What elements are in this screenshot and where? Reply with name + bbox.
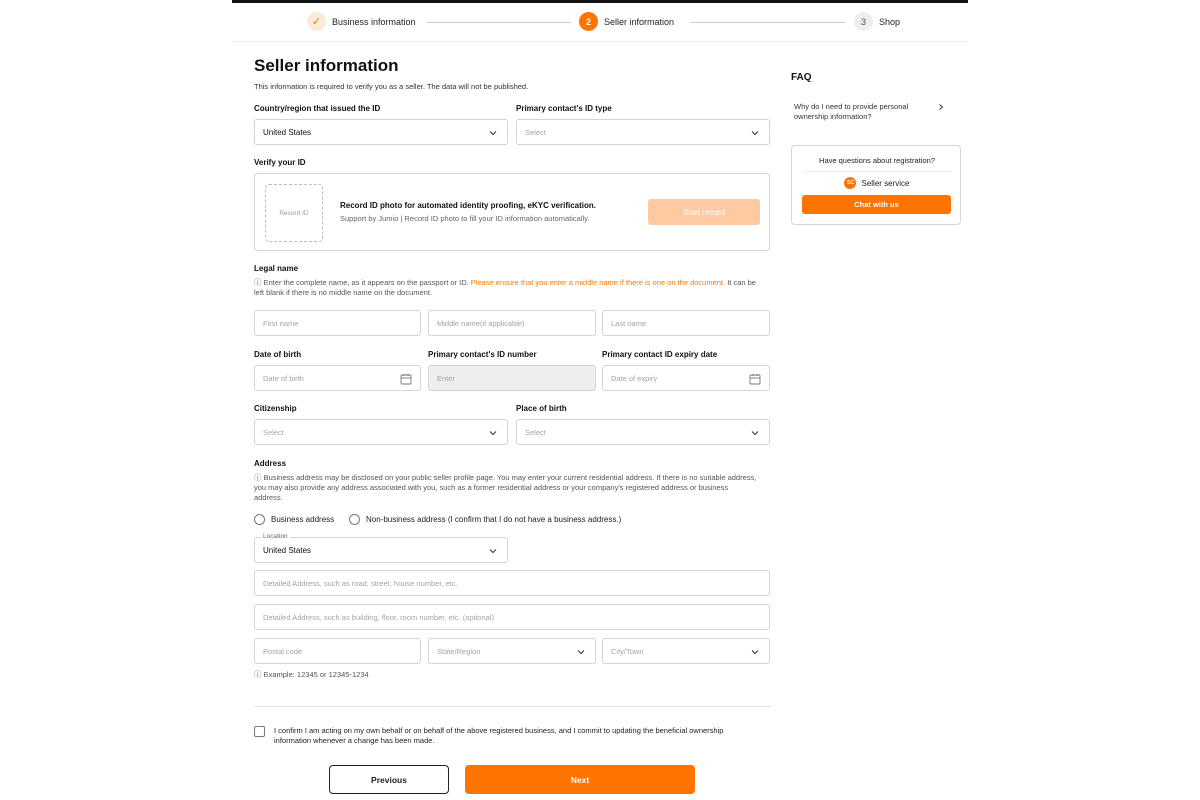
city-select[interactable] [602,638,770,664]
divider [802,171,952,172]
chevron-down-icon [750,428,760,438]
last-name-placeholder: Last name [611,318,647,328]
address-line2-input[interactable] [254,604,770,630]
help-card [791,145,961,225]
id-number-label: Primary contact's ID number [428,350,537,359]
birthplace-placeholder: Select [525,427,546,437]
legal-name-hint [254,278,759,298]
id-type-placeholder: Select [525,127,546,137]
country-select[interactable] [254,119,508,145]
chevron-down-icon [488,128,498,138]
expiry-placeholder: Date of expiry [611,373,658,383]
previous-button[interactable]: Previous [329,765,449,794]
next-button[interactable]: Next [465,765,695,794]
calendar-icon [749,373,761,385]
start-record-button[interactable]: Start record [648,199,760,225]
seller-service [792,177,962,189]
chevron-right-icon [937,103,945,111]
chevron-down-icon [576,647,586,657]
verify-subtitle: Support by Jumio | Record ID photo to fill your ID information automatically. [340,214,590,223]
citizenship-select[interactable] [254,419,508,445]
chat-with-us-button[interactable]: Chat with us [802,195,951,214]
location-select[interactable] [254,533,508,563]
chevron-down-icon [750,128,760,138]
citizenship-label: Citizenship [254,404,297,413]
address-line2-placeholder: Detailed Address, such as building, floor, room number, etc. (optional) [263,612,494,622]
seller-service-label: Seller service [861,178,910,188]
faq-panel [791,72,961,209]
chevron-down-icon [488,428,498,438]
radio-label: Business address [271,515,335,524]
expiry-date-input[interactable] [602,365,770,391]
radio-label: Non-business address (I confirm that I do not have a business address.) [366,515,622,524]
step-number: 2 [579,12,598,31]
verify-title: Record ID photo for automated identity proofing, eKYC verification. [340,201,597,210]
address-hint: ⓘ Business address may be disclosed on your public seller profile page. You may enter your current residential address. If there is no suitable address, you may also provide any address associated with you, such as a former residential address or your company's registered address or business address. [254,473,757,503]
legal-name-label: Legal name [254,264,299,273]
calendar-icon [400,373,412,385]
registration-stepper [232,3,968,42]
location-value: United States [263,545,312,555]
middle-name-placeholder: Middle name(if applicable) [437,318,525,328]
step-label: Seller information [604,16,675,27]
id-type-select[interactable] [516,119,770,145]
faq-question-link[interactable]: Why do I need to provide personal ownership information? [794,102,909,121]
dob-label: Date of birth [254,350,302,359]
divider [254,706,771,707]
step-label: Business information [332,16,416,27]
step-connector [690,22,845,23]
verify-id-box [254,173,770,251]
state-select[interactable] [428,638,596,664]
business-address-radio[interactable] [254,514,334,525]
step-shop[interactable] [854,12,900,31]
hint-warning: Please ensure that you enter a middle name if there is one on the document. [470,278,726,287]
verify-label: Verify your ID [254,158,306,167]
radio-circle [349,514,360,525]
hint-text: It can be left blank if there is no middle name on the document. [254,278,756,298]
birthplace-select[interactable] [516,419,770,445]
id-number-input[interactable] [428,365,596,391]
postal-hint: ⓘ Example: 12345 or 12345-1234 [254,670,369,679]
state-placeholder: State/Region [437,646,481,656]
address-line1-placeholder: Detailed Address, such as road, street, house number, etc. [263,578,458,588]
date-of-birth-input[interactable] [254,365,421,391]
citizenship-placeholder: Select [263,427,284,437]
seller-service-icon: SC [844,177,856,189]
id-number-placeholder: Enter [437,373,455,383]
record-id-placeholder[interactable]: Record ID [265,184,323,242]
page-subtitle: This information is required to verify you as a seller. The data will not be published. [254,82,529,91]
first-name-input[interactable] [254,310,421,336]
confirm-text: I confirm I am acting on my own behalf or on behalf of the above registered business, and I commit to updating the beneficial ownership information whenever a change has been made. [274,726,724,746]
postal-placeholder: Postal code [263,646,303,656]
faq-title: FAQ [791,72,812,83]
location-label: Location [263,533,288,540]
page-title: Seller information [254,56,399,75]
postal-code-input[interactable] [254,638,421,664]
chevron-down-icon [488,546,498,556]
non-business-address-radio[interactable] [349,514,621,525]
expiry-label: Primary contact ID expiry date [602,350,718,359]
last-name-input[interactable] [602,310,770,336]
confirm-checkbox[interactable] [254,726,265,737]
step-connector [427,22,571,23]
step-label: Shop [879,16,901,27]
birthplace-label: Place of birth [516,404,567,413]
check-icon: ✓ [307,12,326,31]
radio-circle [254,514,265,525]
id-type-label: Primary contact's ID type [516,104,612,113]
hint-text: ⓘ Enter the complete name, as it appears on the passport or ID. [254,278,471,287]
step-business-information[interactable] [307,12,416,31]
step-number: 3 [854,12,873,31]
country-label: Country/region that issued the ID [254,104,381,113]
address-label: Address [254,459,287,468]
address-line1-input[interactable] [254,570,770,596]
step-seller-information[interactable] [579,12,674,31]
country-value: United States [263,127,312,137]
first-name-placeholder: First name [263,318,299,328]
help-question: Have questions about registration? [819,156,935,165]
chevron-down-icon [750,647,760,657]
city-placeholder: City/Town [611,646,644,656]
middle-name-input[interactable] [428,310,596,336]
dob-placeholder: Date of birth [263,373,304,383]
